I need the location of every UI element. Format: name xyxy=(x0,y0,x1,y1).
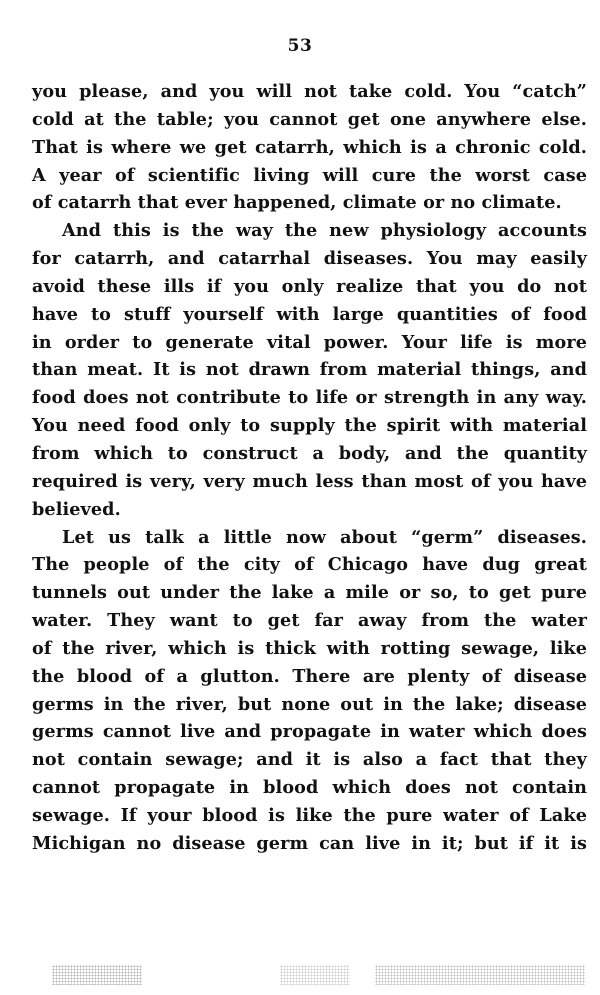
text-line: you please, and you will not take cold. You “catch” xyxy=(32,81,587,102)
page-number: 53 xyxy=(287,36,313,56)
text-line: of the river, which is thick with rotting sewage, like xyxy=(32,637,587,659)
text-line: germs in the river, but none out in the lake; disease xyxy=(32,693,587,715)
text-line: cannot propagate in blood which does not contain xyxy=(32,777,587,799)
text-line: water. They want to get far away from the water xyxy=(32,610,587,632)
text-line: The people of the city of Chicago have dug great xyxy=(32,554,587,576)
text-line: of catarrh that ever happened, climate or no climate. xyxy=(32,192,562,214)
text-line: believed. xyxy=(32,498,121,520)
text-line: sewage. If your blood is like the pure water of Lake xyxy=(32,804,587,826)
text-line: not contain sewage; and it is also a fact that they xyxy=(32,749,587,771)
paragraph-start-line: Let us talk a little now about “germ” diseases. xyxy=(62,526,587,548)
body-text xyxy=(32,78,587,858)
scan-artifact xyxy=(375,965,585,985)
text-line: avoid these ills if you only realize that you do not xyxy=(32,275,587,297)
text-line: cold at the table; you cannot get one anywhere else. xyxy=(32,108,587,130)
text-line: the blood of a glutton. There are plenty of disease xyxy=(32,665,587,687)
text-line: Michigan no disease germ can live in it; but if it is xyxy=(32,832,587,854)
text-line: required is very, very much less than most of you have xyxy=(32,470,587,492)
text-line: in order to generate vital power. Your life is more xyxy=(32,331,587,353)
text-line: food does not contribute to life or strength in any way. xyxy=(32,387,587,409)
text-line: germs cannot live and propagate in water which does xyxy=(32,721,587,743)
text-line: for catarrh, and catarrhal diseases. You may easily xyxy=(32,248,587,270)
text-line: A year of scientific living will cure the worst case xyxy=(32,164,587,186)
text-line: That is where we get catarrh, which is a chronic cold. xyxy=(32,136,587,158)
scan-artifact xyxy=(280,965,350,985)
paragraph-start-line: And this is the way the new physiology accounts xyxy=(62,220,587,242)
text-line: than meat. It is not drawn from material things, and xyxy=(32,359,587,381)
text-line: from which to construct a body, and the quantity xyxy=(32,442,587,464)
text-line: tunnels out under the lake a mile or so, to get pure xyxy=(32,582,587,604)
text-line: You need food only to supply the spirit with material xyxy=(32,415,587,437)
text-line: have to stuff yourself with large quantities of food xyxy=(32,303,587,325)
scan-artifact xyxy=(52,965,142,985)
